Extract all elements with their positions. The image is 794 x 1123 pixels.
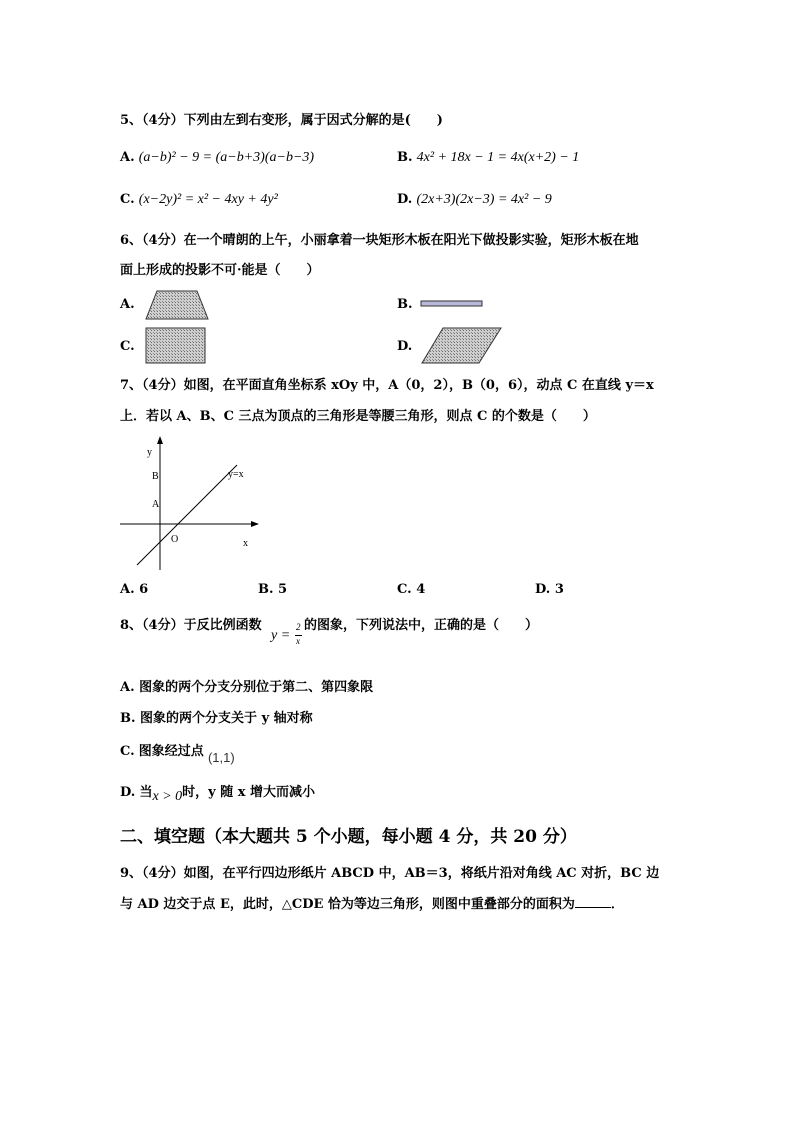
- thin-bar-shape: [420, 300, 484, 308]
- q8-function-lhs: y =: [271, 628, 291, 643]
- q8-function-denominator: x: [296, 636, 300, 646]
- q8-option-c: [120, 740, 235, 765]
- option-expression: (x−2y)² = x² − 4xy + 4y²: [138, 192, 278, 207]
- q5-option-b: [397, 150, 579, 166]
- option-text: 图象的两个分支关于 y 轴对称: [140, 711, 313, 726]
- q5-option-d: [397, 192, 552, 208]
- point-coordinates: (1,1): [207, 750, 235, 765]
- q7-option-d: [535, 582, 564, 597]
- x-arrow-icon: [251, 521, 259, 527]
- q6-option-b-letter: B.: [397, 297, 413, 312]
- q7-option-a: [120, 582, 148, 597]
- q5-option-c: [120, 192, 278, 208]
- option-value: 4: [416, 582, 426, 597]
- q6-stem-line2: 面上形成的投影不可·能是（ ）: [120, 263, 320, 278]
- q6-option-c-letter: C.: [120, 339, 135, 354]
- answer-blank: [575, 895, 611, 908]
- option-letter: C.: [397, 582, 412, 597]
- option-expression: 4x² + 18x − 1 = 4x(x+2) − 1: [416, 150, 580, 165]
- q6-stem-line1: 6、（4分）在一个晴朗的上午，小丽拿着一块矩形木板在阳光下做投影实验，矩形木板在地: [120, 233, 639, 248]
- option-text-prefix: 当: [139, 785, 153, 800]
- parallelogram-shape: [421, 327, 503, 365]
- option-text: 时，y 随 x 增大而减小: [182, 785, 316, 800]
- q8-function-numerator: 2: [296, 622, 301, 632]
- option-letter: A.: [120, 680, 135, 695]
- option-letter: C.: [120, 744, 135, 759]
- section-title: 二、填空题（本大题共 5 个小题，每小题 4 分，共 20 分）: [120, 827, 577, 847]
- option-letter: A.: [120, 150, 135, 165]
- option-letter: C.: [120, 192, 135, 207]
- option-value: 5: [278, 582, 288, 597]
- q5-option-a: [120, 150, 314, 166]
- option-expression: (2x+3)(2x−3) = 4x² − 9: [416, 192, 552, 207]
- x-axis-label: x: [243, 538, 248, 549]
- q8-stem-prefix: 8、（4分）于反比例函数: [120, 618, 262, 633]
- option-letter: D.: [397, 192, 413, 207]
- origin-label: O: [171, 534, 179, 545]
- q9-line2-text: 与 AD 边交于点 E，此时，△CDE 恰为等边三角形，则图中重叠部分的面积为: [120, 897, 575, 912]
- option-expression: (a−b)² − 9 = (a−b+3)(a−b−3): [138, 150, 315, 165]
- condition-expression: x > 0: [152, 789, 183, 804]
- option-text: 图象经过点: [138, 744, 204, 759]
- option-letter: D.: [535, 582, 551, 597]
- q8-stem-suffix: 的图象，下列说法中，正确的是（ ）: [304, 618, 539, 633]
- option-value: 6: [139, 582, 149, 597]
- y-axis-label: y: [147, 447, 152, 458]
- option-letter: B.: [120, 711, 136, 726]
- trapezoid-shape: [145, 290, 209, 320]
- q8-option-b: [120, 707, 313, 726]
- option-letter: A.: [120, 582, 135, 597]
- q9-line1: 9、（4分）如图，在平行四边形纸片 ABCD 中，AB＝3，将纸片沿对角线 AC 对折，BC 边: [120, 866, 660, 881]
- option-letter: B.: [397, 150, 413, 165]
- q8-option-a: [120, 676, 373, 695]
- q7-stem-line1: 7、（4分）如图，在平面直角坐标系 xOy 中，A（0，2），B（0，6），动点 C 在直线 y＝x: [120, 378, 654, 393]
- q6-option-d-letter: D.: [397, 339, 413, 354]
- point-a-label: A: [152, 499, 160, 510]
- y-arrow-icon: [157, 436, 163, 444]
- option-letter: D.: [120, 785, 136, 800]
- option-text: 图象的两个分支分别位于第二、第四象限: [139, 680, 374, 695]
- q5-stem: 5、（4分）下列由左到右变形，属于因式分解的是( ): [120, 113, 443, 128]
- q7-option-b: [258, 582, 287, 597]
- line-label: y=x: [228, 469, 244, 480]
- q9-line2-end: ．: [610, 897, 624, 912]
- option-letter: B.: [258, 582, 274, 597]
- point-b-label: B: [152, 471, 159, 482]
- q9-line2: [120, 893, 624, 912]
- coordinate-figure: [115, 435, 275, 575]
- q6-option-a-letter: A.: [120, 297, 135, 312]
- q7-option-c: [397, 582, 425, 597]
- option-value: 3: [554, 582, 564, 597]
- q8-option-d: [120, 781, 316, 804]
- q7-stem-line2: 上．若以 A、B、C 三点为顶点的三角形是等腰三角形，则点 C 的个数是（ ）: [120, 409, 596, 424]
- square-shape: [145, 327, 207, 365]
